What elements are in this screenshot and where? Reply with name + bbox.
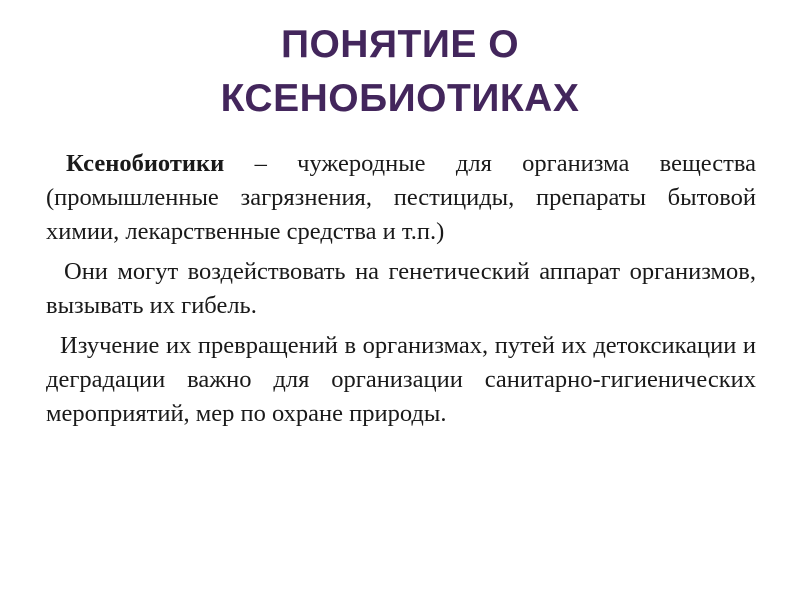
slide-body xyxy=(46,147,756,431)
paragraph-effects: Они могут воздействовать на генетический аппарат организмов, вызывать их гибель. xyxy=(46,258,756,319)
definition-text: – чужеродные для организма вещества (промышленные загрязнения, пестициды, препараты бытовой химии, лекарственные средства и т.п.) xyxy=(46,150,756,245)
slide-title-line-2: КСЕНОБИОТИКАХ xyxy=(220,77,580,120)
paragraph-definition xyxy=(46,147,756,249)
paragraph-importance: Изучение их превращений в организмах, путей их детоксикации и деградации важно для организации санитарно-гигиенических мероприятий, мер по охране природы. xyxy=(46,332,756,427)
term-xenobiotics: Ксенобиотики xyxy=(66,150,225,177)
slide-title xyxy=(0,18,800,126)
slide-title-line-1: ПОНЯТИЕ О xyxy=(280,23,520,66)
